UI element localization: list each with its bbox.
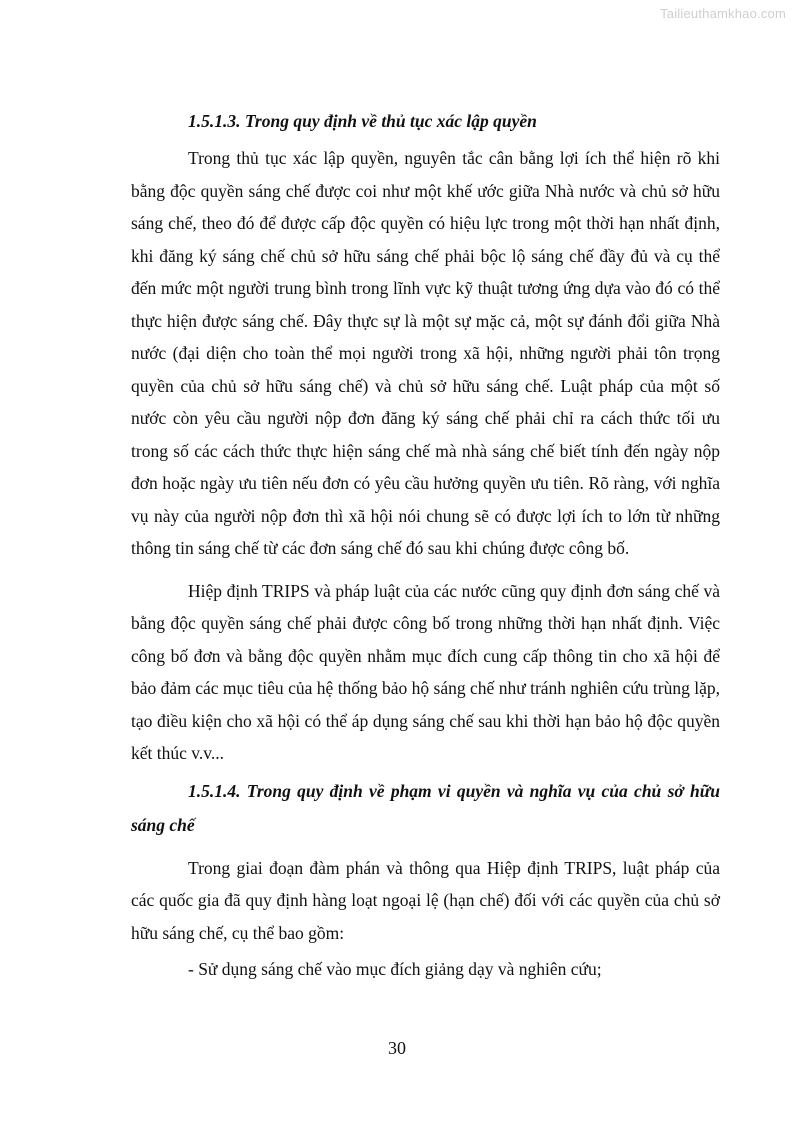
body-paragraph: Trong giai đoạn đàm phán và thông qua Hiệp định TRIPS, luật pháp của các quốc gia đã quy định hàng loạt ngoại lệ (hạn chế) đối với các quyền của chủ sở hữu sáng chế, cụ thể bao gồm: [131, 857, 720, 943]
section-heading: 1.5.1.4. Trong quy định về phạm vi quyền và nghĩa vụ của chủ sở hữu sáng chế [131, 780, 720, 835]
list-item: - Sử dụng sáng chế vào mục đích giảng dạy và nghiên cứu; [188, 959, 602, 979]
document-body [131, 104, 720, 986]
watermark-text: Tailieuthamkhao.com [660, 6, 786, 21]
page-number: 30 [388, 1038, 406, 1058]
body-paragraph: Trong thủ tục xác lập quyền, nguyên tắc cân bằng lợi ích thể hiện rõ khi bằng độc quyền sáng chế được coi như một khế ước giữa Nhà nước và chủ sở hữu sáng chế, theo đó để được cấp độc quyền có hiệu lực trong một thời hạn nhất định, khi đăng ký sáng chế chủ sở hữu sáng chế phải bộc lộ sáng chế đầy đủ và cụ thể đến mức một người trung bình trong lĩnh vực kỹ thuật tương ứng dựa vào đó có thể thực hiện được sáng chế. Đây thực sự là một sự mặc cả, một sự đánh đổi giữa Nhà nước (đại diện cho toàn thể mọi người trong xã hội, những người phải tôn trọng quyền của chủ sở hữu sáng chế) và chủ sở hữu sáng chế. Luật pháp của một số nước còn yêu cầu người nộp đơn đăng ký sáng chế phải chỉ ra cách thức tối ưu trong số các cách thức thực hiện sáng chế mà nhà sáng chế biết tính đến ngày nộp đơn hoặc ngày ưu tiên nếu đơn có yêu cầu hưởng quyền ưu tiên. Rõ ràng, với nghĩa vụ này của người nộp đơn thì xã hội nói chung sẽ có được lợi ích to lớn từ những thông tin sáng chế từ các đơn sáng chế đó sau khi chúng được công bố. [131, 148, 720, 558]
body-paragraph: Hiệp định TRIPS và pháp luật của các nước cũng quy định đơn sáng chế và bằng độc quyền sáng chế phải được công bố trong những thời hạn nhất định. Việc công bố đơn và bằng độc quyền nhằm mục đích cung cấp thông tin cho xã hội để bảo đảm các mục tiêu của hệ thống bảo hộ sáng chế như tránh nghiên cứu trùng lặp, tạo điều kiện cho xã hội có thể áp dụng sáng chế sau khi thời hạn bảo hộ độc quyền kết thúc v.v... [131, 580, 720, 763]
section-heading: 1.5.1.3. Trong quy định về thủ tục xác lập quyền [188, 111, 537, 131]
